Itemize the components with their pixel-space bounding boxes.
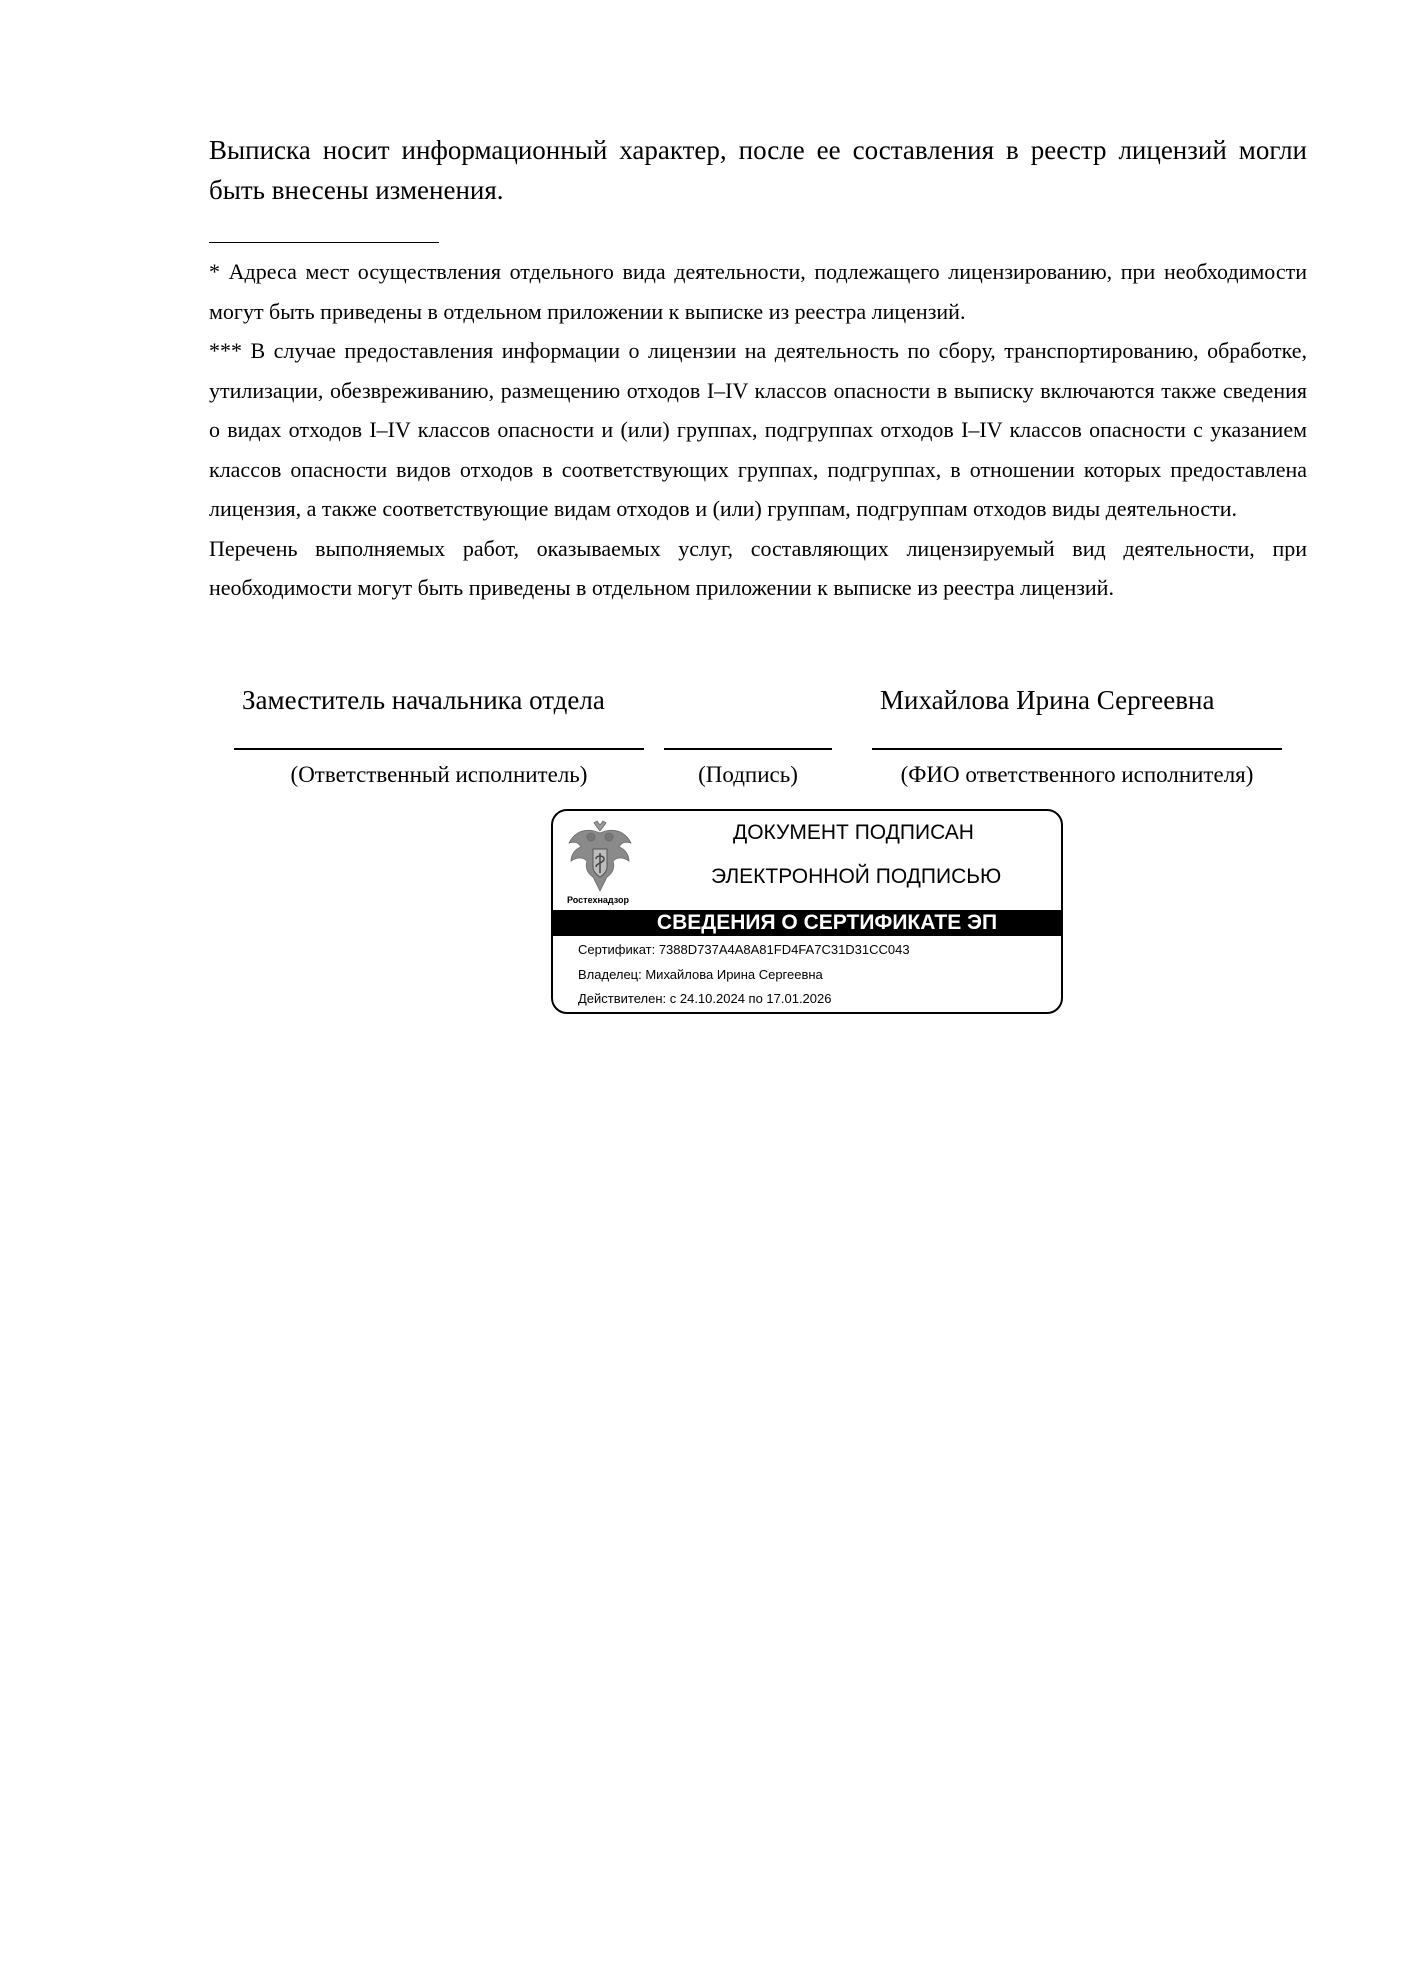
footnote-works: Перечень выполняемых работ, оказываемых услуг, составляющих лицензируемый вид деятельности, при необходимости могут быть приведены в отдельном приложении к выписке из реестра лицензий. (209, 535, 1307, 600)
signer-position: Заместитель начальника отдела (242, 685, 605, 715)
position-line (234, 748, 644, 750)
caption-role: (Ответственный исполнитель) (290, 762, 588, 787)
stamp-certificate-number: Сертификат: 7388D737A4A8A81FD4FA7C31D31CC043 (578, 942, 910, 957)
signer-name: Михайлова Ирина Сергеевна (880, 685, 1215, 715)
name-line (872, 748, 1282, 750)
footnote-separator (209, 242, 439, 243)
caption-name: (ФИО ответственного исполнителя) (900, 762, 1254, 787)
stamp-certificate-header: СВЕДЕНИЯ О СЕРТИФИКАТЕ ЭП (553, 910, 1061, 936)
eagle-emblem-icon (567, 817, 633, 897)
stamp-owner: Владелец: Михайлова Ирина Сергеевна (578, 967, 823, 982)
stamp-org-name: Ростехнадзор (567, 895, 629, 905)
intro-paragraph: Выписка носит информационный характер, после ее составления в реестр лицензий могли быть внесены изменения. (209, 135, 1307, 205)
footnote-addresses: * Адреса мест осуществления отдельного вида деятельности, подлежащего лицензированию, при необходимости могут быть приведены в отдельном приложении к выписке из реестра лицензий. (209, 259, 1307, 324)
caption-sign: (Подпись) (698, 762, 798, 787)
electronic-signature-stamp (551, 809, 1063, 1014)
footnote-waste: *** В случае предоставления информации о лицензии на деятельность по сбору, транспортированию, обработке, утилизации, обезвреживанию, размещению отходов I–IV классов опасности в выписку включаются также сведения о видах отходов I–IV классов опасности и (или) группах, подгруппах отходов I–IV классов опасности с указанием классов опасности видов отходов в соответствующих группах, подгруппах, в отношении которых предоставлена лицензия, а также соответствующие видам отходов и (или) группам, подгруппам отходов виды деятельности. (209, 338, 1307, 521)
footnotes (209, 252, 1307, 608)
signature-line (664, 748, 832, 750)
stamp-signed-line1: ДОКУМЕНТ ПОДПИСАН (733, 821, 974, 844)
stamp-validity: Действителен: с 24.10.2024 по 17.01.2026 (578, 991, 832, 1006)
stamp-signed-line2: ЭЛЕКТРОННОЙ ПОДПИСЬЮ (711, 865, 1002, 888)
